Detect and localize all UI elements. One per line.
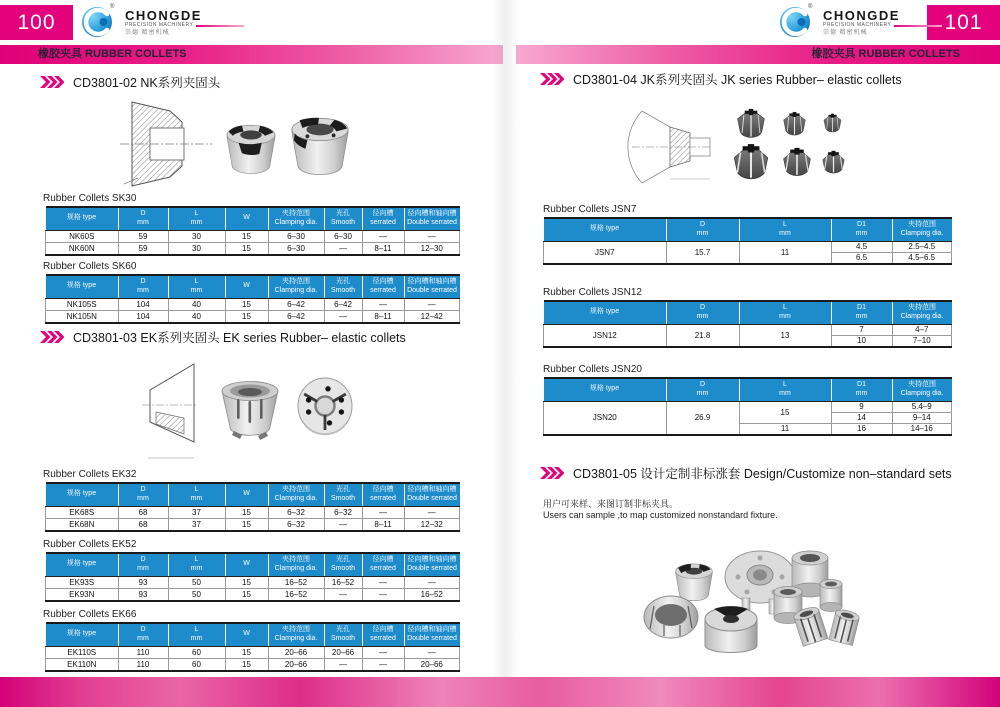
column-header: 光孔 Smooth: [324, 207, 362, 230]
brand-chinese: 崇德 精密机械: [823, 29, 868, 36]
table-row: [46, 230, 460, 242]
table-cell: 7–10: [892, 335, 952, 347]
table-cell: —: [362, 506, 404, 518]
table-cell: EK110S: [46, 646, 119, 658]
table-cell: 13: [739, 324, 831, 347]
spec-table-ek32: [45, 482, 460, 532]
table-cell: 15: [739, 401, 831, 423]
table-cell: 68: [118, 518, 168, 531]
column-header: L mm: [168, 207, 225, 230]
table-cell: —: [324, 518, 362, 531]
table-cell: 50: [168, 576, 225, 588]
table-cell: 40: [168, 310, 225, 323]
column-header: D1 mm: [831, 218, 892, 241]
table-cell: —: [362, 588, 404, 601]
table-cell: —: [362, 646, 404, 658]
column-header: 径向槽和轴向槽 Double serrated: [404, 553, 460, 576]
table-row: [46, 588, 460, 601]
table-cell: 21.8: [666, 324, 739, 347]
table-cell: 110: [118, 646, 168, 658]
table-row: [46, 298, 460, 310]
column-header: L mm: [168, 623, 225, 646]
table-cell: 15: [225, 242, 268, 255]
table-row: [46, 506, 460, 518]
column-header: 径向槽 serrated: [362, 207, 404, 230]
table-cell: 9–14: [892, 412, 952, 423]
table-cell: 104: [118, 310, 168, 323]
ek-collet-side-photo: [218, 375, 282, 443]
brand-line: [196, 25, 244, 27]
table-row: [46, 518, 460, 531]
table-cell: 20–66: [404, 658, 460, 671]
jk-technical-drawing: [612, 105, 712, 190]
table-label-sk30: Rubber Collets SK30: [43, 193, 137, 204]
table-cell: 20–66: [324, 646, 362, 658]
table-cell: 8–11: [362, 310, 404, 323]
table-cell: 15: [225, 506, 268, 518]
nk-collet-photo-2: [286, 104, 354, 188]
column-header: D mm: [118, 483, 168, 506]
column-header: D mm: [666, 218, 739, 241]
table-label-jsn12: Rubber Collets JSN12: [543, 287, 642, 298]
table-label-jsn20: Rubber Collets JSN20: [543, 364, 642, 375]
table-label-ek32: Rubber Collets EK32: [43, 469, 137, 480]
ek-collet-face-photo: [295, 375, 355, 439]
table-cell: 6–32: [268, 506, 324, 518]
column-header: 径向槽和轴向槽 Double serrated: [404, 275, 460, 298]
table-cell: —: [324, 588, 362, 601]
table-cell: 15: [225, 576, 268, 588]
column-header: 规格 type: [46, 623, 119, 646]
column-header: L mm: [168, 483, 225, 506]
table-label-ek52: Rubber Collets EK52: [43, 539, 137, 550]
table-cell: JSN12: [544, 324, 667, 347]
column-header: 规格 type: [46, 275, 119, 298]
section-title-text: CD3801-03 EK系列夹固头 EK series Rubber– elastic collets: [73, 331, 406, 345]
jk-collet-photo-6: [820, 150, 847, 176]
table-cell: 11: [739, 241, 831, 264]
table-cell: 15: [225, 646, 268, 658]
table-row: [46, 310, 460, 323]
table-cell: NK60N: [46, 242, 119, 255]
section-title-custom: [540, 464, 952, 482]
cylinder-photo-3: [818, 578, 844, 614]
column-header: L mm: [739, 301, 831, 324]
table-cell: 93: [118, 588, 168, 601]
section-title-jk: [540, 70, 902, 88]
table-cell: 15.7: [666, 241, 739, 264]
table-cell: JSN7: [544, 241, 667, 264]
column-header: D mm: [118, 623, 168, 646]
table-cell: 16–52: [268, 588, 324, 601]
table-cell: 12–32: [404, 518, 460, 531]
table-label-ek66: Rubber Collets EK66: [43, 609, 137, 620]
banner-right: 橡胶夹具 RUBBER COLLETS: [516, 45, 1000, 64]
table-cell: 14–16: [892, 423, 952, 435]
table-cell: —: [362, 230, 404, 242]
table-cell: EK93S: [46, 576, 119, 588]
table-cell: 110: [118, 658, 168, 671]
table-cell: NK105S: [46, 298, 119, 310]
spec-table-ek52: [45, 552, 460, 602]
table-cell: 6.5: [831, 252, 892, 264]
chevrons-icon: [540, 73, 564, 85]
section-title-text: CD3801-02 NK系列夹固头: [73, 76, 221, 90]
table-cell: 15: [225, 658, 268, 671]
table-cell: 37: [168, 506, 225, 518]
spec-table-jsn7: [543, 217, 952, 265]
registered-icon: ®: [808, 4, 813, 10]
nk-technical-drawing: [112, 98, 217, 190]
table-cell: 6–30: [268, 230, 324, 242]
table-cell: 68: [118, 506, 168, 518]
table-cell: —: [404, 230, 460, 242]
table-cell: 12–30: [404, 242, 460, 255]
column-header: L mm: [168, 553, 225, 576]
table-cell: 15: [225, 518, 268, 531]
table-row: [46, 242, 460, 255]
table-row: [544, 401, 952, 412]
jk-collet-photo-3: [821, 113, 844, 135]
table-cell: 93: [118, 576, 168, 588]
table-cell: —: [404, 576, 460, 588]
table-cell: 59: [118, 230, 168, 242]
table-cell: 6–30: [324, 230, 362, 242]
table-cell: NK60S: [46, 230, 119, 242]
ek-technical-drawing: [140, 360, 200, 465]
brand-line: [894, 25, 942, 27]
column-header: 光孔 Smooth: [324, 553, 362, 576]
column-header: 规格 type: [46, 553, 119, 576]
brand-logo-left: [80, 3, 244, 45]
custom-note-cn: 用户可来样、来图订制非标夹具。: [543, 499, 679, 509]
table-cell: 20–66: [268, 658, 324, 671]
table-cell: —: [404, 298, 460, 310]
column-header: 夹持范围 Clamping dia.: [268, 553, 324, 576]
brand-name: CHONGDE: [823, 8, 900, 23]
table-cell: —: [362, 298, 404, 310]
table-cell: 12–42: [404, 310, 460, 323]
section-title-ek: [40, 328, 406, 346]
table-cell: 50: [168, 588, 225, 601]
table-cell: 6–42: [324, 298, 362, 310]
table-row: [544, 324, 952, 335]
page-number-right: 101: [927, 5, 1000, 40]
column-header: 径向槽和轴向槽 Double serrated: [404, 207, 460, 230]
column-header: 夹持范围 Clamping dia.: [892, 218, 952, 241]
spec-table-jsn12: [543, 300, 952, 348]
table-cell: 4.5: [831, 241, 892, 252]
column-header: 夹持范围 Clamping dia.: [268, 207, 324, 230]
custom-note-en: Users can sample ,to map customized nonstandard fixture.: [543, 510, 778, 520]
table-cell: 6–30: [268, 242, 324, 255]
brand-chinese: 崇德 精密机械: [125, 29, 170, 36]
table-cell: 59: [118, 242, 168, 255]
column-header: L mm: [168, 275, 225, 298]
table-cell: 5.4–9: [892, 401, 952, 412]
table-cell: 16–52: [268, 576, 324, 588]
footer-bar: [0, 677, 1000, 707]
table-cell: 10: [831, 335, 892, 347]
page-fold: [492, 0, 518, 677]
table-cell: 37: [168, 518, 225, 531]
table-cell: —: [324, 242, 362, 255]
table-cell: 15: [225, 298, 268, 310]
column-header: 径向槽 serrated: [362, 553, 404, 576]
table-row: [46, 646, 460, 658]
column-header: 夹持范围 Clamping dia.: [268, 483, 324, 506]
column-header: W: [225, 483, 268, 506]
column-header: 夹持范围 Clamping dia.: [892, 378, 952, 401]
table-cell: 20–66: [268, 646, 324, 658]
table-cell: 6–32: [324, 506, 362, 518]
column-header: D mm: [118, 553, 168, 576]
table-label-jsn7: Rubber Collets JSN7: [543, 204, 637, 215]
column-header: L mm: [739, 218, 831, 241]
table-cell: —: [324, 310, 362, 323]
column-header: W: [225, 553, 268, 576]
table-cell: NK105N: [46, 310, 119, 323]
table-cell: —: [362, 576, 404, 588]
table-cell: —: [404, 646, 460, 658]
section-title-text: CD3801-05 设计定制非标涨套 Design/Customize non–standard sets: [573, 467, 952, 481]
table-cell: 4–7: [892, 324, 952, 335]
column-header: D mm: [118, 207, 168, 230]
table-cell: 15: [225, 310, 268, 323]
spec-table-jsn20: [543, 377, 952, 436]
table-cell: 104: [118, 298, 168, 310]
column-header: 径向槽 serrated: [362, 275, 404, 298]
table-cell: 16–52: [404, 588, 460, 601]
column-header: 规格 type: [46, 207, 119, 230]
banner-left: 橡胶夹具 RUBBER COLLETS: [0, 45, 503, 64]
table-cell: 40: [168, 298, 225, 310]
table-cell: EK68S: [46, 506, 119, 518]
table-cell: EK93N: [46, 588, 119, 601]
brand-subtitle: PRECISION MACHINERY: [823, 22, 892, 29]
jk-collet-photo-4: [730, 143, 772, 183]
column-header: 径向槽 serrated: [362, 483, 404, 506]
column-header: 径向槽和轴向槽 Double serrated: [404, 483, 460, 506]
table-cell: 2.5–4.5: [892, 241, 952, 252]
column-header: 规格 type: [46, 483, 119, 506]
big-collet-photo: [702, 603, 760, 661]
column-header: W: [225, 275, 268, 298]
table-cell: —: [404, 506, 460, 518]
table-cell: 11: [739, 423, 831, 435]
column-header: 光孔 Smooth: [324, 483, 362, 506]
column-header: 径向槽和轴向槽 Double serrated: [404, 623, 460, 646]
table-cell: 60: [168, 646, 225, 658]
table-cell: 16–52: [324, 576, 362, 588]
table-cell: —: [362, 658, 404, 671]
table-cell: 14: [831, 412, 892, 423]
chevrons-icon: [40, 76, 64, 88]
spec-table-sk60: [45, 274, 460, 324]
table-cell: JSN20: [544, 401, 667, 435]
chevrons-icon: [40, 331, 64, 343]
registered-icon: ®: [110, 4, 115, 10]
nk-collet-photo-1: [222, 110, 280, 188]
column-header: 夹持范围 Clamping dia.: [268, 623, 324, 646]
column-header: 径向槽 serrated: [362, 623, 404, 646]
column-header: 光孔 Smooth: [324, 623, 362, 646]
column-header: W: [225, 207, 268, 230]
column-header: D mm: [666, 378, 739, 401]
section-title-nk: [40, 73, 220, 91]
column-header: W: [225, 623, 268, 646]
table-cell: EK110N: [46, 658, 119, 671]
chevrons-icon: [540, 467, 564, 479]
column-header: D mm: [666, 301, 739, 324]
table-cell: 6–42: [268, 310, 324, 323]
column-header: D1 mm: [831, 378, 892, 401]
column-header: D1 mm: [831, 301, 892, 324]
column-header: L mm: [739, 378, 831, 401]
column-header: 夹持范围 Clamping dia.: [892, 301, 952, 324]
table-row: [46, 576, 460, 588]
table-cell: 4.5–6.5: [892, 252, 952, 264]
table-row: [544, 241, 952, 252]
brand-logo-right: [778, 3, 942, 45]
table-label-sk60: Rubber Collets SK60: [43, 261, 137, 272]
spec-table-sk30: [45, 206, 460, 256]
column-header: 规格 type: [544, 378, 667, 401]
spec-table-ek66: [45, 622, 460, 672]
table-row: [46, 658, 460, 671]
table-cell: 16: [831, 423, 892, 435]
table-cell: 60: [168, 658, 225, 671]
section-title-text: CD3801-04 JK系列夹固头 JK series Rubber– elastic collets: [573, 73, 902, 87]
table-cell: 30: [168, 230, 225, 242]
column-header: D mm: [118, 275, 168, 298]
table-cell: 15: [225, 230, 268, 242]
custom-sets-photo-group: [640, 548, 875, 678]
table-cell: 30: [168, 242, 225, 255]
table-cell: 8–11: [362, 518, 404, 531]
collet-ring-photo: [642, 594, 700, 640]
jk-collet-photo-5: [780, 147, 814, 179]
table-cell: 6–32: [268, 518, 324, 531]
table-cell: 15: [225, 588, 268, 601]
table-cell: —: [324, 658, 362, 671]
jk-collet-photo-1: [733, 108, 769, 142]
table-cell: 6–42: [268, 298, 324, 310]
column-header: 规格 type: [544, 301, 667, 324]
brand-name: CHONGDE: [125, 8, 202, 23]
jk-collet-photo-2: [780, 111, 809, 139]
table-cell: 9: [831, 401, 892, 412]
table-cell: EK68N: [46, 518, 119, 531]
column-header: 光孔 Smooth: [324, 275, 362, 298]
column-header: 夹持范围 Clamping dia.: [268, 275, 324, 298]
table-cell: 26.9: [666, 401, 739, 435]
table-cell: 8–11: [362, 242, 404, 255]
brand-subtitle: PRECISION MACHINERY: [125, 22, 194, 29]
page-number-left: 100: [0, 5, 73, 40]
column-header: 规格 type: [544, 218, 667, 241]
table-cell: 7: [831, 324, 892, 335]
